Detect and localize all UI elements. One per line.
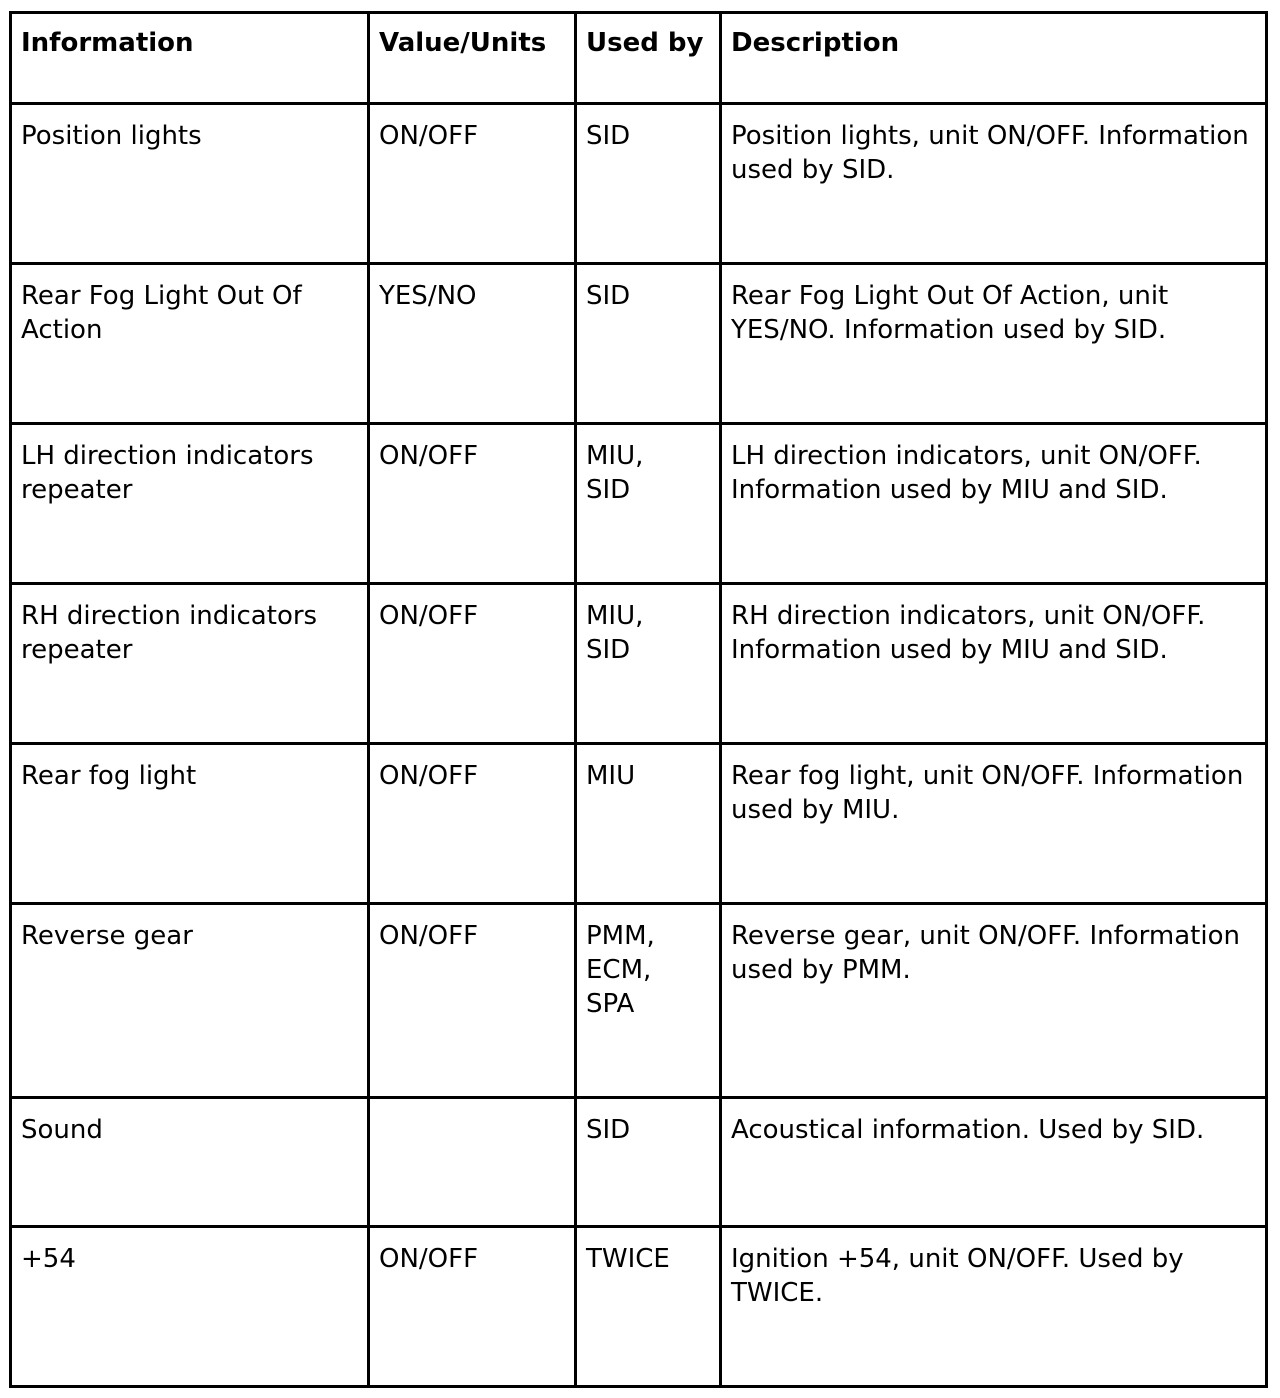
used-by-item: SID [586, 475, 631, 505]
cell-description: LH direction indicators, unit ON/OFF. Information used by MIU and SID. [721, 424, 1267, 584]
table-row [11, 424, 1267, 584]
cell-information: Rear Fog Light Out Of Action [11, 264, 369, 424]
cell-information: Reverse gear [11, 904, 369, 1098]
cell-information: LH direction indicators repeater [11, 424, 369, 584]
cell-used-by [576, 904, 721, 1098]
used-by-item: TWICE [586, 1244, 670, 1274]
used-by-item: ECM, [586, 955, 652, 985]
table-row [11, 264, 1267, 424]
header-value-units: Value/Units [369, 13, 576, 104]
cell-value-units: ON/OFF [369, 104, 576, 264]
cell-used-by [576, 584, 721, 744]
table-row [11, 1098, 1267, 1227]
used-by-item: SID [586, 121, 631, 151]
used-by-item: MIU, [586, 601, 644, 631]
cell-value-units: ON/OFF [369, 904, 576, 1098]
header-row [11, 13, 1267, 104]
cell-description: RH direction indicators, unit ON/OFF. Information used by MIU and SID. [721, 584, 1267, 744]
used-by-item: PMM, [586, 921, 655, 951]
cell-used-by [576, 744, 721, 904]
table-row [11, 584, 1267, 744]
used-by-item: MIU, [586, 441, 644, 471]
cell-value-units: ON/OFF [369, 584, 576, 744]
used-by-item: SPA [586, 989, 635, 1019]
cell-description: Ignition +54, unit ON/OFF. Used by TWICE. [721, 1227, 1267, 1387]
cell-description: Position lights, unit ON/OFF. Information used by SID. [721, 104, 1267, 264]
header-used-by: Used by [576, 13, 721, 104]
cell-used-by [576, 1227, 721, 1387]
signal-table [9, 11, 1268, 1388]
cell-description: Acoustical information. Used by SID. [721, 1098, 1267, 1227]
table-row [11, 104, 1267, 264]
cell-value-units [369, 1098, 576, 1227]
used-by-item: SID [586, 635, 631, 665]
table-row [11, 744, 1267, 904]
cell-value-units: ON/OFF [369, 1227, 576, 1387]
cell-information: Position lights [11, 104, 369, 264]
table-row [11, 1227, 1267, 1387]
cell-value-units: ON/OFF [369, 744, 576, 904]
cell-used-by [576, 104, 721, 264]
cell-information: +54 [11, 1227, 369, 1387]
cell-used-by [576, 424, 721, 584]
header-description: Description [721, 13, 1267, 104]
cell-used-by [576, 1098, 721, 1227]
cell-description: Rear fog light, unit ON/OFF. Information used by MIU. [721, 744, 1267, 904]
cell-information: RH direction indicators repeater [11, 584, 369, 744]
used-by-item: SID [586, 281, 631, 311]
cell-information: Sound [11, 1098, 369, 1227]
cell-information: Rear fog light [11, 744, 369, 904]
used-by-item: MIU [586, 761, 636, 791]
header-information: Information [11, 13, 369, 104]
cell-description: Reverse gear, unit ON/OFF. Information used by PMM. [721, 904, 1267, 1098]
cell-value-units: YES/NO [369, 264, 576, 424]
cell-description: Rear Fog Light Out Of Action, unit YES/NO. Information used by SID. [721, 264, 1267, 424]
cell-used-by [576, 264, 721, 424]
cell-value-units: ON/OFF [369, 424, 576, 584]
table-row [11, 904, 1267, 1098]
used-by-item: SID [586, 1115, 631, 1145]
